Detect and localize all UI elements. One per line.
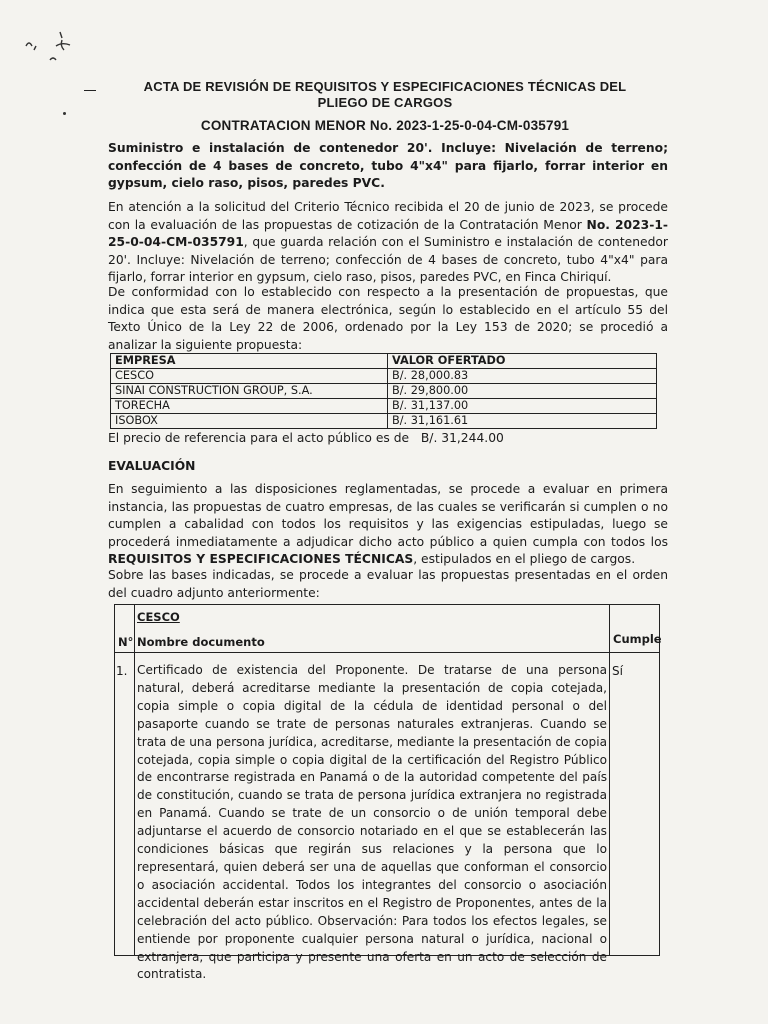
header-cumple: Cumple xyxy=(613,632,662,646)
value-cell: B/. 31,161.61 xyxy=(388,414,657,429)
intro-paragraph: En atención a la solicitud del Criterio Técnico recibida el 20 de junio de 2023, se procede con la evaluación de las propuestas de cotización de la Contratación Menor No. 2023-1-25-0-04-CM-035791, que guarda relación con el Suministro e instalación de contenedor 20'. Incluye: Nivelación de terreno; confección de 4 bases de concreto, tubo 4"x4" para fijarlo, forrar interior en gypsum, cielo raso, pisos, paredes PVC, en Finca Chiriquí. xyxy=(108,200,668,284)
company-name: CESCO xyxy=(137,610,180,624)
company-cell: ISOBOX xyxy=(111,414,388,429)
company-cell: CESCO xyxy=(111,369,388,384)
company-cell: SINAI CONSTRUCTION GROUP, S.A. xyxy=(111,384,388,399)
reference-price: El precio de referencia para el acto público es de B/. 31,244.00 xyxy=(108,431,504,445)
handwritten-mark xyxy=(20,28,80,68)
contract-ref-bold: No. 2023-1-25-0-04-CM-035791 xyxy=(108,217,668,249)
table-row xyxy=(111,369,657,384)
margin-dash xyxy=(84,90,96,91)
table-divider xyxy=(134,605,135,955)
evaluation-heading: EVALUACIÓN xyxy=(108,459,196,473)
title-line-2: PLIEGO DE CARGOS xyxy=(317,95,453,110)
header-empresa: EMPRESA xyxy=(111,354,388,369)
submission-paragraph: De conformidad con lo establecido con respecto a la presentación de propuestas, que indica que esta será de manera electrónica, según lo establecido en el artículo 55 del Texto Único de la Ley 22 de 2006, ordenado por la Ley 153 de 2020; se procedió a analizar la siguiente propuesta: xyxy=(108,285,668,352)
order-paragraph: Sobre las bases indicadas, se procede a evaluar las propuestas presentadas en el orden del cuadro adjunto anteriormente: xyxy=(108,568,668,600)
row-number: 1. xyxy=(116,664,128,678)
margin-dot xyxy=(63,112,66,115)
table-row xyxy=(111,399,657,414)
header-valor: VALOR OFERTADO xyxy=(388,354,657,369)
table-row xyxy=(111,414,657,429)
document-title xyxy=(120,79,650,111)
requirements-bold: REQUISITOS Y ESPECIFICACIONES TÉCNICAS xyxy=(108,552,414,566)
evaluation-paragraph: En seguimiento a las disposiciones reglamentadas, se procede a evaluar en primera instancia, las propuestas de cuatro empresas, de las cuales se verificarán si cumplen o no cumplen a cabalidad con todos los requisitos y las exigencias estipuladas, luego se procederá inmediatamente a adjudicar dicho acto público a quien cumpla con todos los REQUISITOS Y ESPECIFICACIONES TÉCNICAS, estipulados en el pliego de cargos. xyxy=(108,482,668,566)
offers-table xyxy=(110,353,657,429)
reference-price-value: B/. 31,244.00 xyxy=(420,431,504,445)
table-row xyxy=(111,384,657,399)
value-cell: B/. 31,137.00 xyxy=(388,399,657,414)
value-cell: B/. 29,800.00 xyxy=(388,384,657,399)
table-divider xyxy=(609,605,610,955)
value-cell: B/. 28,000.83 xyxy=(388,369,657,384)
company-cell: TORECHA xyxy=(111,399,388,414)
offers-header-row xyxy=(111,354,657,369)
requirement-text: Certificado de existencia del Proponente. De tratarse de una persona natural, deberá acreditarse mediante la presentación de copia cotejada, copia simple o copia digital de la cédula de identidad personal o del pasaporte cuando se trate de personas naturales extranjeras. Cuando se trata de una persona jurídica, acreditarse, mediante la presentación de copia cotejada, copia simple o copia digital de la certificación del Registro Público de encontrarse registrada en Panamá o de la autoridad competente del país de constitución, cuando se trata de persona jurídica extranjera no registrada en Panamá. Cuando se trate de un consorcio o de unión temporal debe adjuntarse el acuerdo de consorcio notariado en el que se establecerán las condiciones básicas que regirán sus relaciones y la persona que lo representará, quien deberá ser una de aquellas que conforman el consorcio o asociación accidental. Todos los integrantes del consorcio o asociación accidental deberán estar inscritos en el Registro de Proponentes, antes de la celebración del acto público. Observación: Para todos los efectos legales, se entiende por proponente cualquier persona natural o jurídica, nacional o extranjera, que participa y presente una oferta en un acto de selección de contratista. xyxy=(137,663,607,982)
title-line-1: ACTA DE REVISIÓN DE REQUISITOS Y ESPECIFICACIONES TÉCNICAS DEL xyxy=(143,79,627,94)
header-number: N° xyxy=(118,635,134,649)
cumple-value: Sí xyxy=(612,664,623,678)
header-document-name: Nombre documento xyxy=(137,635,265,649)
subject-paragraph: Suministro e instalación de contenedor 20'. Incluye: Nivelación de terreno; confección de 4 bases de concreto, tubo 4"x4" para fijarlo, forrar interior en gypsum, cielo raso, pisos, paredes PVC. xyxy=(108,141,668,190)
contract-number: CONTRATACION MENOR No. 2023-1-25-0-04-CM-035791 xyxy=(200,118,570,133)
table-divider xyxy=(115,652,659,653)
